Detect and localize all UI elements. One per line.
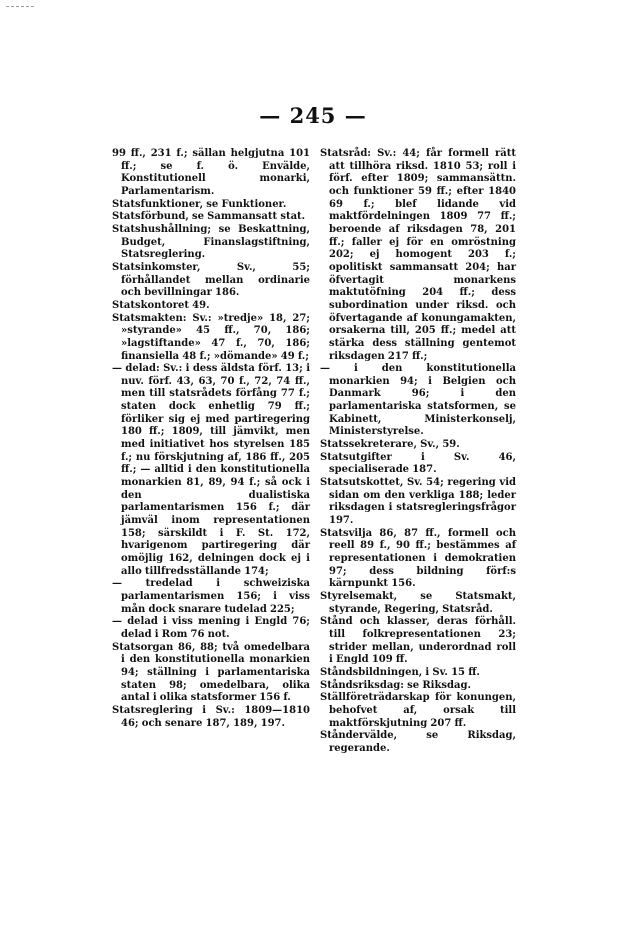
index-entry: Ståndervälde, se Riksdag, regerande.: [320, 730, 516, 754]
index-entry: — tredelad i schweiziska parlamentarismen 156; i viss mån dock snarare tudelad 225;: [112, 578, 310, 615]
index-entry: Stånd och klasser, deras förhåll. till folkrepresentationen 23; strider mellan, underordnad roll i Engld 109 ff.: [320, 616, 516, 666]
index-entry: Statsfunktioner, se Funktioner.: [112, 198, 287, 210]
index-entry: — i den konstitutionella monarkien 94; i Belgien och Danmark 96; i den parlamentariska statsformen, se Kabinett, Ministerkonselj, Ministerstyrelse.: [320, 363, 516, 438]
index-entry: — delad: Sv.: i dess äldsta förf. 13; i nuv. förf. 43, 63, 70 f., 72, 74 ff., men till statsrådets förfång 77 f.; staten dock enhetlig 79 ff.; förliker sig ej med partiregering 180 ff.; 1809, till jämvikt, men med initiativet hos styrelsen 185 f.; nu förskjutning af, 186 ff., 205 ff.; — alltid i den konstitutionella monarkien 81, 89, 94 f.; så ock i den dualistiska parlamentarismen 156 f.; där jämväl inom representationen 158; särskildt i F. St. 172, hvarigenom partiregering där omöjlig 162, delningen dock ej i allo tillfredsställande 174;: [112, 363, 310, 577]
index-entry: 99 ff., 231 f.; sällan helgjutna 101 ff.; se f. ö. Envälde, Konstitutionell monarki, Parlamentarism.: [112, 148, 310, 197]
index-entry: Statsmakten: Sv.: »tredje» 18, 27; »styrande» 45 ff., 70, 186; »lagstiftande» 47 f., 70, 186; finansiella 48 f.; »dömande» 49 f.;: [112, 312, 310, 362]
index-entry: Ståndsriksdag: se Riksdag.: [320, 679, 471, 691]
index-entry: Statsinkomster, Sv., 55; förhållandet mellan ordinarie och bevillningar 186.: [112, 261, 310, 299]
index-entry: Ståndsbildningen, i Sv. 15 ff.: [320, 666, 480, 678]
page-number: — 245 —: [259, 103, 367, 128]
index-entry: — delad i viss mening i Engld 76; delad i Rom 76 not.: [112, 616, 310, 640]
right-column: [320, 148, 516, 756]
index-entry: Statsutgifter i Sv. 46, specialiserade 187.: [320, 451, 516, 476]
index-entry: Statsutskottet, Sv. 54; regering vid sidan om den verkliga 188; leder riksdagen i statsregleringsfrågor 197.: [320, 477, 516, 527]
index-entry: Statssekreterare, Sv., 59.: [320, 439, 460, 451]
index-entry: Statshushållning; se Beskattning, Budget, Finanslagstiftning, Statsreglering.: [112, 223, 310, 261]
index-entry: Ställföreträdarskap för konungen, behofvet af, orsak till maktförskjutning 207 ff.: [320, 692, 516, 729]
index-entry: Statsreglering i Sv.: 1809—1810 46; och senare 187, 189, 197.: [112, 704, 310, 729]
index-entry: Styrelsemakt, se Statsmakt, styrande, Regering, Statsråd.: [320, 590, 516, 615]
index-entry: Statsorgan 86, 88; två omedelbara i den konstitutionella monarkien 94; ställning i parlamentariska staten 98; omedelbara, olika antal i olika statsformer 156 f.: [112, 641, 310, 704]
index-entry: Statsförbund, se Sammansatt stat.: [112, 211, 306, 223]
top-edge-mark: [6, 6, 34, 7]
index-entry: Statskontoret 49.: [112, 299, 210, 311]
index-entry: Statsråd: Sv.: 44; får formell rätt att tillhöra riksd. 1810 53; roll i förf. efter 1809; sammansättn. och funktioner 59 ff.; efter 1840 69 f.; blef lidande vid maktfördelningen 1809 77 ff.; beroende af riksdagen 78, 201 ff.; faller ej för en omröstning 202; ej homogent 203 f.; opolitiskt sammansatt 204; har öfvertagit monarkens maktutöfning 204 ff.; dess subordination under riksd. och öfvertagande af konungamakten, orsakerna till, 205 ff.; medel att stärka dess ställning gentemot riksdagen 217 ff.;: [320, 148, 516, 362]
index-entry: Statsvilja 86, 87 ff., formell och reell 89 f., 90 ff.; bestämmes af representationen i demokratien 97; dess bildning förf:s kärnpunkt 156.: [320, 527, 516, 590]
left-column: [112, 148, 310, 730]
